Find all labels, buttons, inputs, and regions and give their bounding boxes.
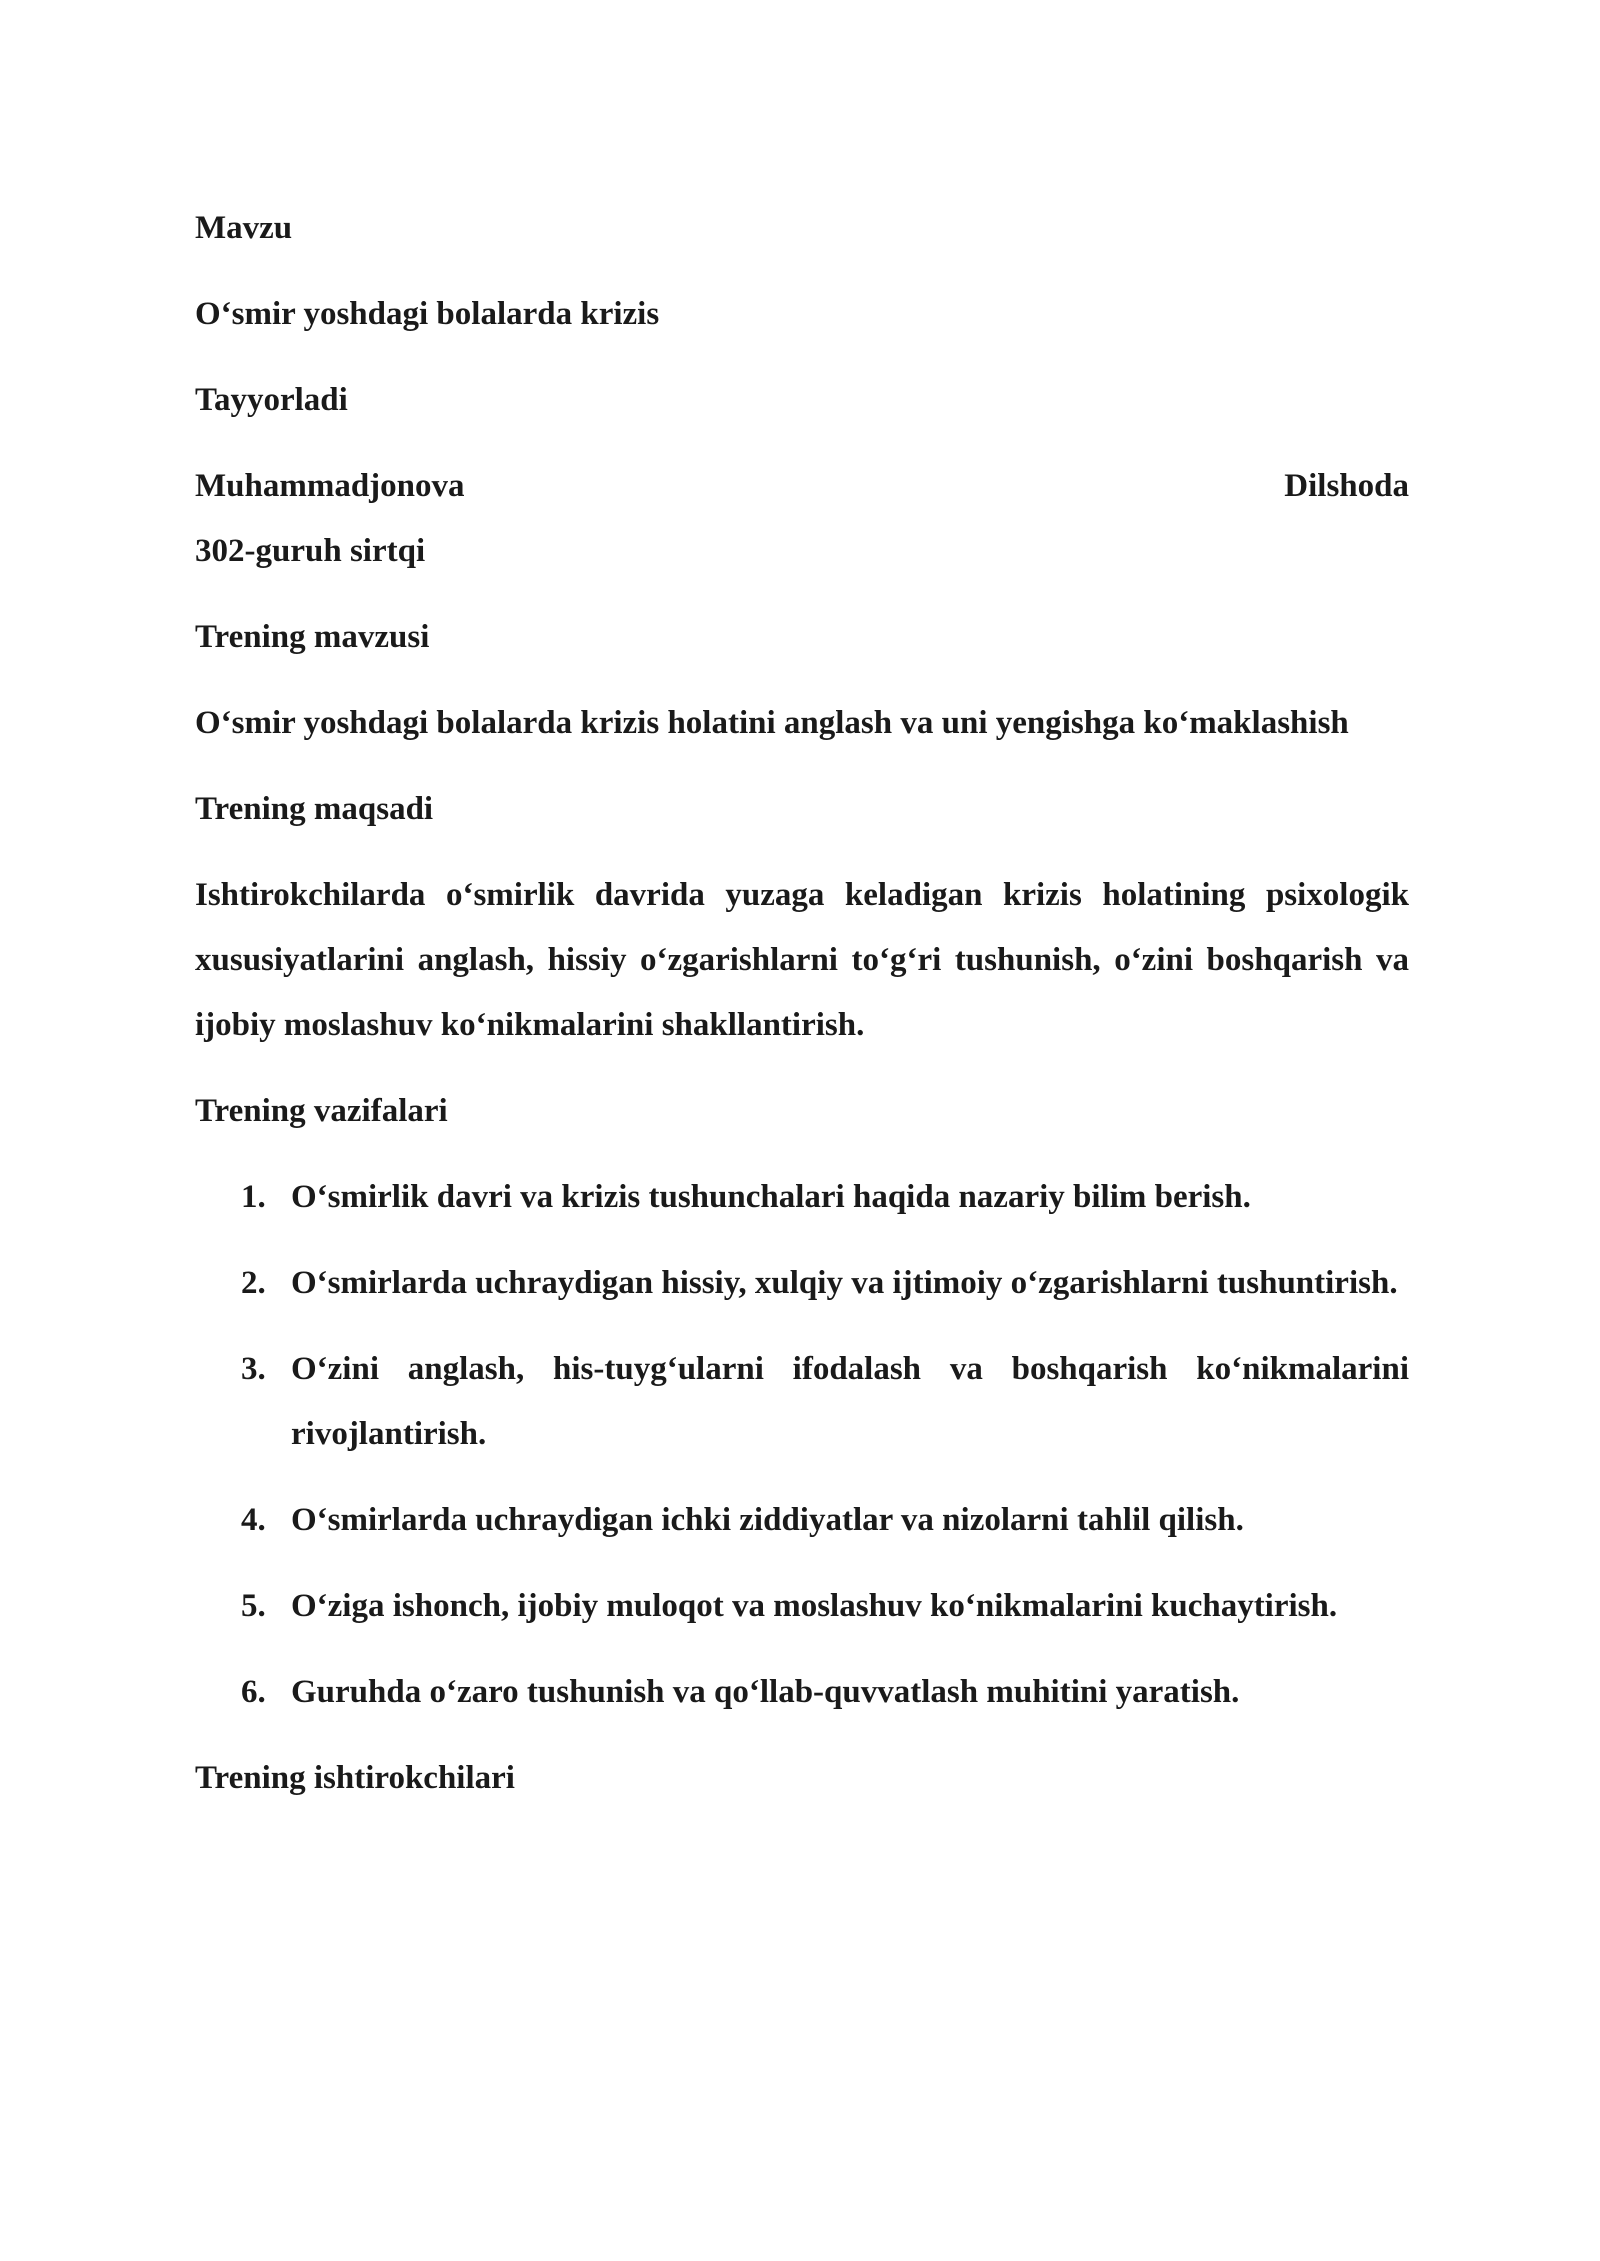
training-goal-heading: Trening maqsadi	[195, 791, 434, 827]
task-item	[195, 1660, 1409, 1725]
task-item	[195, 1574, 1409, 1639]
task-number: 2.	[241, 1265, 266, 1301]
task-text: O‘smirlarda uchraydigan ichki ziddiyatlar va nizolarni tahlil qilish.	[291, 1502, 1244, 1538]
author-name: Dilshoda	[1284, 468, 1409, 504]
task-number: 4.	[241, 1502, 266, 1538]
task-number: 3.	[241, 1351, 266, 1387]
prepared-by-heading: Tayyorladi	[195, 382, 348, 418]
document-body	[195, 196, 1409, 1811]
author-surname: Muhammadjonova	[195, 468, 465, 504]
group-label: 302-guruh sirtqi	[195, 533, 426, 569]
training-goal-text: Ishtirokchilarda o‘smirlik davrida yuzaga keladigan krizis holatining psixologik xususiyatlarini anglash, hissiy o‘zgarishlarni to‘g‘ri tushunish, o‘zini boshqarish va ijobiy moslashuv ko‘nikmalarini shakllantirish.	[195, 877, 1409, 1043]
task-text: O‘zini anglash, his-tuyg‘ularni ifodalash va boshqarish ko‘nikmalarini rivojlantirish.	[291, 1351, 1409, 1452]
task-item	[195, 1337, 1409, 1467]
task-text: O‘ziga ishonch, ijobiy muloqot va moslashuv ko‘nikmalarini kuchaytirish.	[291, 1588, 1338, 1624]
author-row	[195, 454, 1409, 519]
task-number: 5.	[241, 1588, 266, 1624]
task-number: 1.	[241, 1179, 266, 1215]
task-text: O‘smirlarda uchraydigan hissiy, xulqiy va ijtimoiy o‘zgarishlarni tushuntirish.	[291, 1265, 1398, 1301]
task-text: O‘smirlik davri va krizis tushunchalari haqida nazariy bilim berish.	[291, 1179, 1251, 1215]
task-number: 6.	[241, 1674, 266, 1710]
training-tasks-heading: Trening vazifalari	[195, 1093, 448, 1129]
training-topic-text: O‘smir yoshdagi bolalarda krizis holatini anglash va uni yengishga ko‘maklashish	[195, 705, 1349, 741]
task-item	[195, 1251, 1409, 1316]
participants-heading: Trening ishtirokchilari	[195, 1760, 515, 1796]
training-tasks-list	[195, 1165, 1409, 1725]
training-topic-heading: Trening mavzusi	[195, 619, 430, 655]
topic-heading: Mavzu	[195, 210, 293, 246]
task-item	[195, 1488, 1409, 1553]
task-text: Guruhda o‘zaro tushunish va qo‘llab-quvvatlash muhitini yaratish.	[291, 1674, 1240, 1710]
topic-title: O‘smir yoshdagi bolalarda krizis	[195, 296, 660, 332]
task-item	[195, 1165, 1409, 1230]
